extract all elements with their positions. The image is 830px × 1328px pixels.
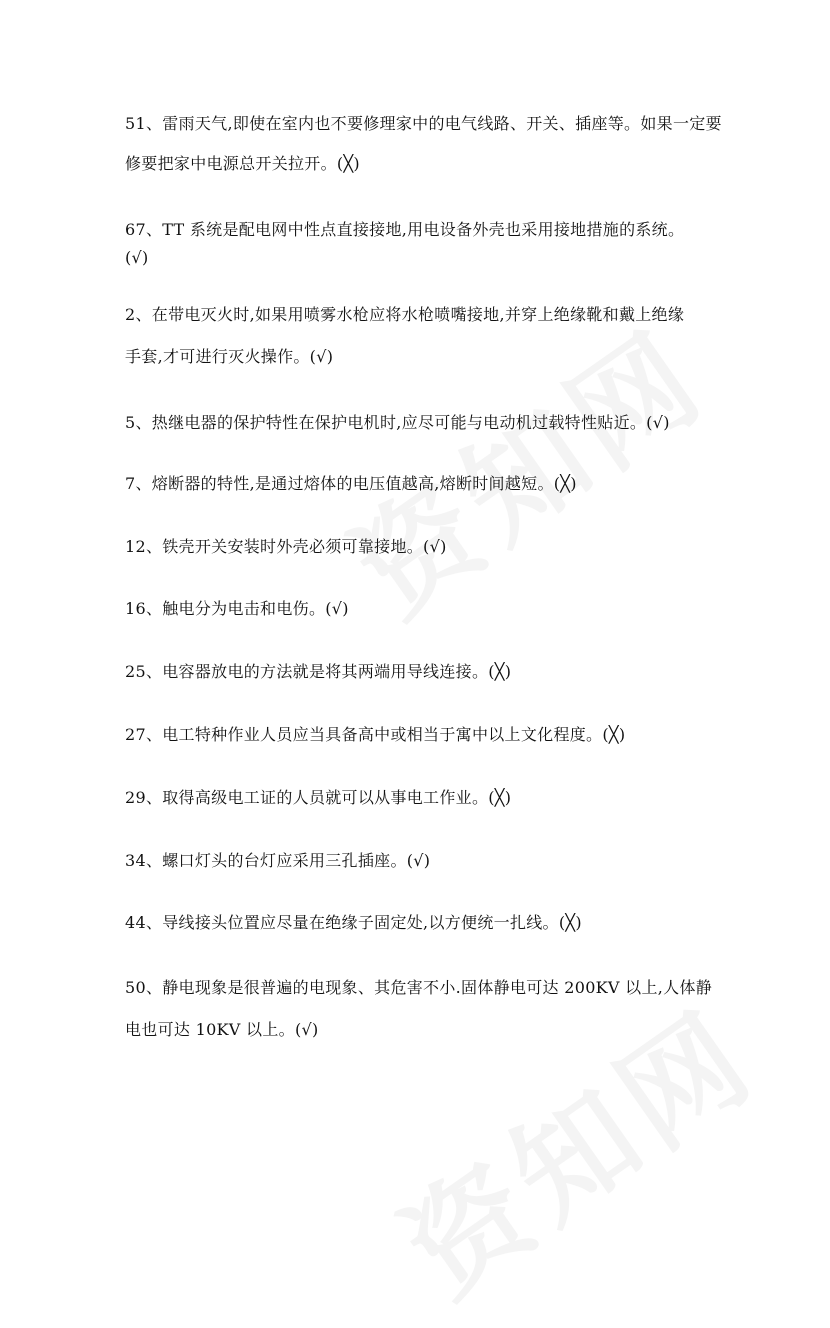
question-5 <box>125 413 715 433</box>
question-44 <box>125 913 715 933</box>
question-text: (√) <box>125 248 149 267</box>
question-text: 29、取得高级电工证的人员就可以从事电工作业。(╳) <box>125 788 512 807</box>
question-text: 7、熔断器的特性,是通过熔体的电压值越高,熔断时间越短。(╳) <box>125 474 577 493</box>
question-text: 27、电工特种作业人员应当具备高中或相当于寓中以上文化程度。(╳) <box>125 725 626 744</box>
question-34 <box>125 851 715 871</box>
question-16 <box>125 599 715 619</box>
question-51 <box>125 114 722 174</box>
question-text: 手套,才可进行灭火操作。(√) <box>125 347 334 366</box>
question-text: 34、螺口灯头的台灯应采用三孔插座。(√) <box>125 851 431 870</box>
question-25 <box>125 662 715 682</box>
question-text: 50、静电现象是很普遍的电现象、其危害不小.固体静电可达 200KV 以上,人体静 <box>125 978 713 997</box>
question-12 <box>125 537 715 557</box>
question-text: 44、导线接头位置应尽量在绝缘子固定处,以方便统一扎线。(╳) <box>125 913 582 932</box>
question-text: 2、在带电灭火时,如果用喷雾水枪应将水枪喷嘴接地,并穿上绝缘靴和戴上绝缘 <box>125 305 685 324</box>
question-text: 51、雷雨天气,即使在室内也不要修理家中的电气线路、开关、插座等。如果一定要 <box>125 114 722 133</box>
question-7 <box>125 474 715 494</box>
question-text: 电也可达 10KV 以上。(√) <box>125 1020 319 1039</box>
question-text: 5、热继电器的保护特性在保护电机时,应尽可能与电动机过载特性贴近。(√) <box>125 413 670 432</box>
question-text: 67、TT 系统是配电网中性点直接接地,用电设备外壳也采用接地措施的系统。 <box>125 220 685 239</box>
question-text: 16、触电分为电击和电伤。(√) <box>125 599 349 618</box>
question-text: 25、电容器放电的方法就是将其两端用导线连接。(╳) <box>125 662 512 681</box>
question-50 <box>125 978 715 1040</box>
question-29 <box>125 788 715 808</box>
question-27 <box>125 725 715 745</box>
question-text: 修要把家中电源总开关拉开。(╳) <box>125 154 360 173</box>
question-2 <box>125 305 715 367</box>
question-67 <box>125 220 715 268</box>
question-text: 12、铁壳开关安装时外壳必须可靠接地。(√) <box>125 537 447 556</box>
